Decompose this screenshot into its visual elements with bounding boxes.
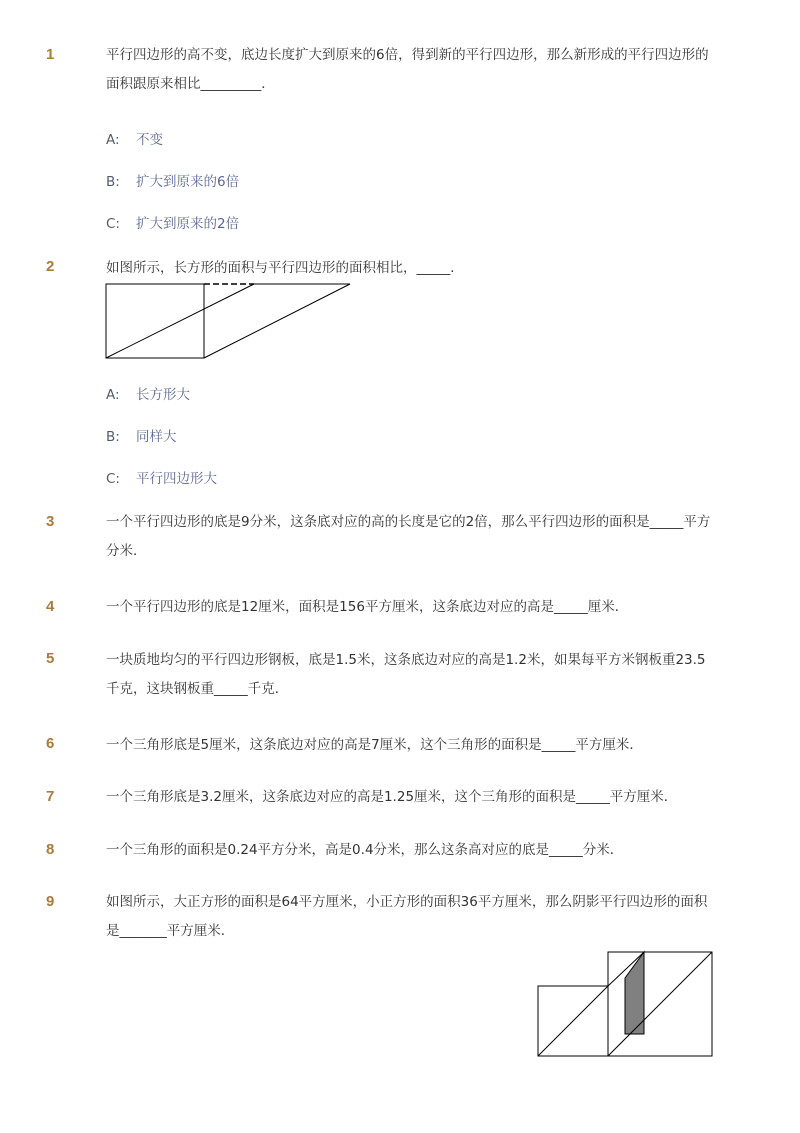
- question-2-option-b[interactable]: [106, 427, 177, 447]
- squares-shaded-parallelogram-figure: [536, 950, 716, 1060]
- option-text: 长方形大: [136, 387, 190, 403]
- option-text: 平行四边形大: [136, 471, 217, 487]
- option-key: B:: [106, 174, 120, 190]
- question-3-text: 一个平行四边形的底是9分米，这条底对应的高的长度是它的2倍，那么平行四边形的面积是_____平方分米．: [106, 514, 711, 559]
- question-6-text: 一个三角形底是5厘米，这条底边对应的高是7厘米，这个三角形的面积是_____平方厘米．: [106, 737, 643, 753]
- option-text: 扩大到原来的2倍: [136, 216, 240, 232]
- question-1-number: 1: [46, 46, 55, 63]
- parallelogram-left-edge: [106, 284, 254, 358]
- rectangle-parallelogram-figure: [104, 282, 354, 362]
- question-1-option-b[interactable]: [106, 172, 239, 192]
- shaded-parallelogram: [625, 952, 644, 1034]
- option-key: A:: [106, 387, 120, 403]
- rectangle-shape: [106, 284, 204, 358]
- question-1-text: 平行四边形的高不变，底边长度扩大到原来的6倍，得到新的平行四边形，那么新形成的平行四边形的面积跟原来相比_________．: [106, 47, 709, 92]
- question-8-number: 8: [46, 841, 55, 858]
- question-5-number: 5: [46, 650, 55, 667]
- question-5-text: 一块质地均匀的平行四边形钢板，底是1.5米，这条底边对应的高是1.2米，如果每平方米钢板重23.5千克，这块钢板重_____千克．: [106, 652, 706, 697]
- question-2-option-c[interactable]: [106, 469, 217, 489]
- small-square-diagonal: [538, 986, 608, 1056]
- question-4-number: 4: [46, 598, 55, 615]
- question-8-text: 一个三角形的面积是0.24平方分米，高是0.4分米，那么这条高对应的底是_____分米．: [106, 842, 624, 858]
- option-key: A:: [106, 132, 120, 148]
- parallelogram-right-edge: [204, 284, 350, 358]
- option-key: C:: [106, 216, 120, 232]
- option-key: B:: [106, 429, 120, 445]
- question-2-option-a[interactable]: [106, 385, 190, 405]
- question-2-text: 如图所示，长方形的面积与平行四边形的面积相比，_____．: [106, 260, 464, 276]
- question-2-number: 2: [46, 258, 55, 275]
- question-7-text: 一个三角形底是3.2厘米，这条底边对应的高是1.25厘米，这个三角形的面积是_____平方厘米．: [106, 789, 678, 805]
- question-9-text: 如图所示，大正方形的面积是64平方厘米，小正方形的面积36平方厘米，那么阴影平行四边形的面积是_______平方厘米．: [106, 894, 708, 939]
- question-1-option-c[interactable]: [106, 214, 239, 234]
- option-text: 同样大: [136, 429, 177, 445]
- question-9-number: 9: [46, 893, 55, 910]
- large-square-diagonal: [608, 952, 712, 1056]
- option-text: 不变: [136, 132, 163, 148]
- question-6-number: 6: [46, 735, 55, 752]
- question-3-number: 3: [46, 513, 55, 530]
- question-7-number: 7: [46, 788, 55, 805]
- option-text: 扩大到原来的6倍: [136, 174, 240, 190]
- question-1-option-a[interactable]: [106, 130, 163, 150]
- option-key: C:: [106, 471, 120, 487]
- question-4-text: 一个平行四边形的底是12厘米，面积是156平方厘米，这条底边对应的高是_____厘米．: [106, 599, 629, 615]
